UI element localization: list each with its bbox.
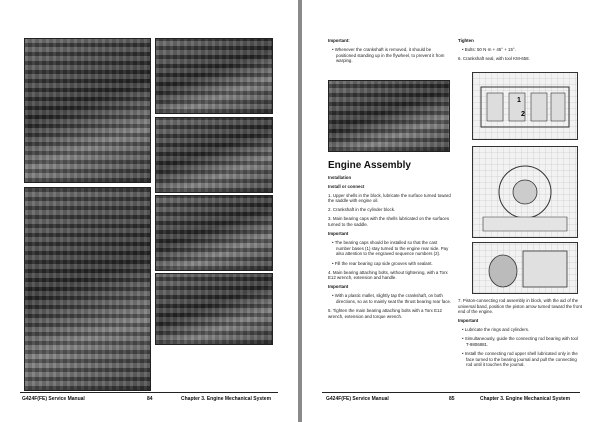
piston-install-illustration (473, 243, 577, 293)
seal-tool-drawing (472, 146, 578, 238)
right-footer-rule (322, 392, 580, 393)
tighten-bullet: • Bolts: 50 N·m + 45° + 15°. (462, 47, 516, 53)
step-4: 4. Main bearing attaching bolts, without tightening, with a Torx E12 wrench, extension and handle. (328, 269, 448, 281)
important-bullet-4b: • Simultaneously, guide the connecting rod bearing with tool T-9806881. (462, 336, 578, 348)
engine-block-photo-1 (24, 38, 151, 183)
important-bullet-3: • With a plastic mallet, slightly tap the crankshaft, on both directions, so as to mainly seat the thrust bearing rear face. (332, 293, 452, 304)
right-page (302, 0, 600, 422)
piston-install-drawing (472, 242, 578, 294)
callout-1: 1 (517, 97, 521, 104)
right-footer-chapter: Chapter 3. Engine Mechanical System (480, 396, 571, 402)
step-6: 6. Crankshaft seal, with tool KM-658. (458, 56, 530, 62)
seal-tool-illustration (473, 147, 577, 237)
important-bullet-4a: • Lubricate the rings and cylinders. (462, 327, 530, 333)
installation-heading: Installation (328, 174, 352, 180)
crankshaft-photo-2 (328, 80, 450, 152)
important-bullet-2b: • Fill the rear bearing cap side grooves with sealant. (332, 260, 433, 266)
important-label-2: Important (328, 231, 349, 237)
callout-2: 2 (521, 111, 525, 118)
important-bullet-1: • Whenever the crankshaft is removed, it should be positioned standing up in the flywheel, to prevent it from warping. (332, 47, 445, 64)
step-1: 1. Upper shells in the block, lubricate the surface turned toward the saddle with engine oil. (328, 192, 451, 204)
left-column-top (328, 38, 452, 67)
section-title: Engine Assembly (328, 160, 411, 171)
left-footer-chapter: Chapter 3. Engine Mechanical System (181, 396, 272, 402)
left-column-body (328, 160, 452, 323)
important-label-3: Important (328, 284, 349, 290)
right-footer-page-number: 85 (449, 396, 455, 402)
crankshaft-seal-photo (155, 273, 273, 345)
right-column-top (458, 38, 582, 65)
step-5: 5. Tighten the main bearing attaching bolts with a Torx E12 wrench, extension and torque wrench. (328, 308, 442, 319)
bearing-cap-photo (155, 117, 273, 193)
crankshaft-photo-1 (155, 38, 273, 114)
bolt-tightening-photo (155, 195, 273, 271)
step-7: 7. Piston-connecting rod assembly in block, with the aid of the universal band, position the piston arrow turned toward the front end of the engine. (458, 298, 582, 315)
important-label-1: Important: (328, 38, 350, 43)
important-label-4: Important (458, 318, 479, 324)
left-footer-page-number: 84 (147, 396, 153, 402)
left-footer-rule (20, 392, 278, 393)
bearing-caps-illustration (473, 73, 577, 139)
step-3: 3. Main bearing caps with the shells lubricated on the surfaces turned to the saddle. (328, 216, 450, 228)
left-footer-manual: G424F(FE) Service Manual (22, 396, 85, 402)
important-bullet-2a: • The bearing caps should be installed so that the cast number bases (1) stay turned to the engine rear side. Pay also attention to the engraved sequence numbers (2). (332, 240, 449, 257)
right-column-bottom (458, 298, 582, 371)
important-bullet-4c: • Install the connecting rod upper shell lubricated only in the face turned to the bearing journal and pull the connecting rod until it touches the journal. (462, 351, 578, 368)
tighten-label: Tighten (458, 38, 474, 43)
left-page (0, 0, 298, 422)
install-or-connect-heading: Install or connect (328, 183, 365, 189)
engine-block-photo-2 (24, 187, 151, 391)
bearing-caps-drawing (472, 72, 578, 140)
right-footer-manual: G424F(FE) Service Manual (326, 396, 389, 402)
step-2: 2. Crankshaft in the cylinder block. (328, 207, 396, 213)
